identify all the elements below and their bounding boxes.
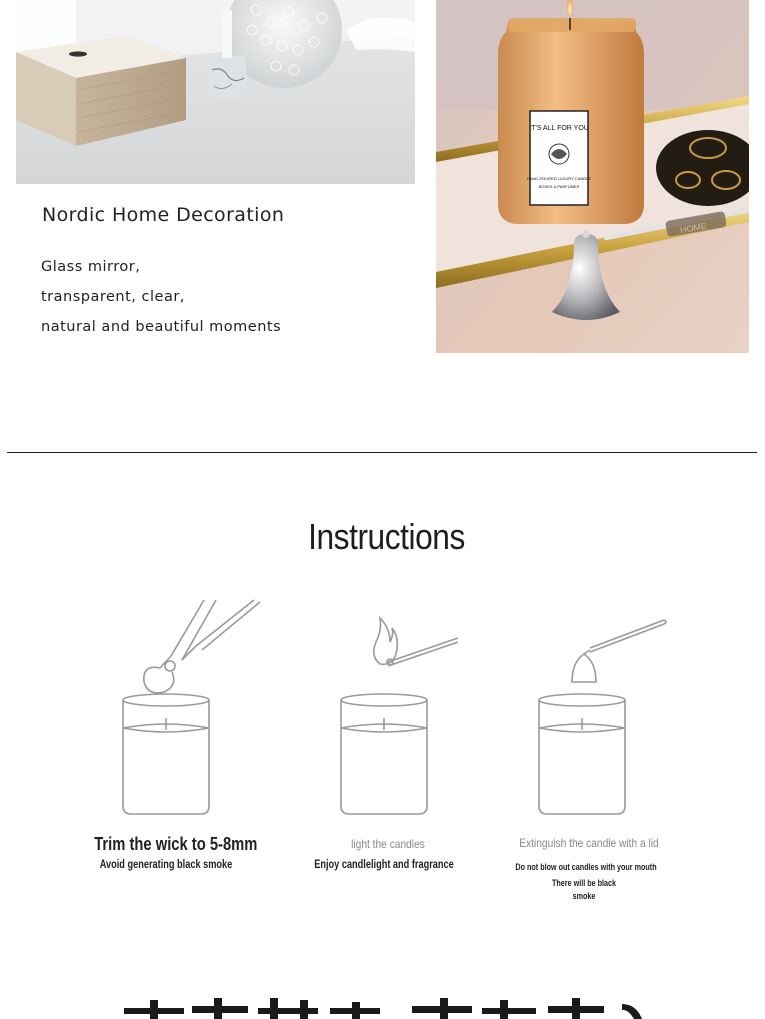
instructions-title: Instructions [308, 516, 465, 557]
step-2-title: light the candles [351, 837, 425, 851]
lid-text: HOME [679, 220, 708, 236]
cut-off-heading [0, 990, 765, 1019]
nordic-line-3: natural and beautiful moments [41, 319, 282, 335]
label-line-3: BOXES & PARFUMES [538, 184, 580, 189]
candle-jar-photo [436, 0, 749, 353]
nordic-description [41, 252, 281, 342]
step-2-subtitle: Enjoy candlelight and fragrance [314, 859, 454, 871]
decor-photo [16, 0, 415, 184]
step-3-title: Extinguish the candle with a lid [519, 836, 659, 850]
wick-trimmer-icon [46, 590, 286, 825]
candle-snuffer-icon [462, 590, 702, 825]
nordic-title: Nordic Home Decoration [42, 204, 285, 226]
step-3-note-2: There will be black [551, 878, 617, 888]
step-3-note-1: Do not blow out candles with your mouth [515, 862, 657, 872]
svg-text:IT'S ALL FOR YOU [529, 125, 589, 132]
section-divider [7, 452, 757, 453]
step-3-note-3: smoke [572, 891, 596, 901]
nordic-line-1: Glass mirror, [41, 259, 141, 275]
step-1-subtitle: Avoid generating black smoke [99, 859, 233, 871]
label-line-2: HAND-POURED LUXURY CANDLE [526, 176, 592, 181]
step-1-title: Trim the wick to 5-8mm [94, 834, 258, 854]
label-line-1: IT'S ALL FOR YOU [529, 125, 589, 132]
nordic-line-2: transparent, clear, [41, 289, 185, 305]
